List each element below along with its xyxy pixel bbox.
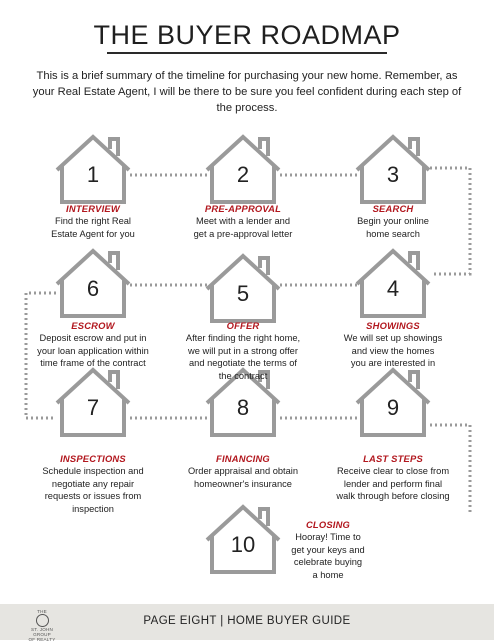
step-number: 8 [236,395,250,420]
logo-small-text: THE [37,609,47,614]
step-caption [168,203,318,240]
step-description-line: your loan application within [37,345,149,356]
step-description-line: you are interested in [350,358,436,368]
step-title: PRE-APPROVAL [204,203,282,214]
step-number: 9 [386,395,400,420]
step-title: SEARCH [372,203,414,214]
page-title: THE BUYER ROADMAP [93,20,401,50]
step-description-line: and negotiate the terms of [188,358,298,368]
step-number: 1 [86,162,100,187]
step-description-line: Begin your online [357,216,429,226]
step-number: 6 [86,276,100,301]
step-description-line: We will set up showings [343,333,443,343]
logo-sub-text: OF REALTY [28,637,56,642]
step-description-line: negotiate any repair [51,478,135,489]
step-description-line: Find the right Real [55,216,131,226]
step-caption [318,320,468,370]
step-caption [168,320,318,382]
step-description-line: get your keys and [291,544,365,555]
step-caption [168,453,318,490]
step-description-line: get a pre-approval letter [193,228,293,239]
intro-paragraph: This is a brief summary of the timeline for purchasing your new home. Remember, as your Real Estate Agent, I will be there to be sure you feel confident during each step of the process. [32,70,462,114]
step-description-line: we will put in a strong offer [188,345,298,356]
step-description-line: requests or issues from [44,491,142,501]
step-title: SHOWINGS [366,320,420,331]
step-caption [318,453,468,503]
step-caption [268,519,388,581]
step-description-line: Schedule inspection and [42,466,144,476]
step-description-line: homeowner's insurance [194,478,292,489]
step-title: INTERVIEW [66,203,120,214]
step-description-line: Deposit escrow and put in [39,333,147,343]
step-description-line: home search [366,228,420,239]
step-description-line: and view the homes [351,345,435,356]
step-description-line: Receive clear to close from [336,466,450,476]
step-description-line: After finding the right home, [185,333,301,343]
step-title: CLOSING [305,519,351,530]
step-description-line: celebrate buying [293,557,363,567]
logo-name-text: ST. JOHN GROUP [30,627,54,637]
step-caption [18,320,168,370]
step-title: ESCROW [71,320,115,331]
step-number: 7 [86,395,100,420]
step-caption [18,453,168,515]
step-number: 5 [236,281,250,306]
step-description-line: walk through before closing [336,491,450,501]
step-caption [18,203,168,240]
step-description-line: Meet with a lender and [195,216,291,226]
step-description-line: Hooray! Time to [295,532,361,542]
step-description-line: inspection [72,503,114,514]
step-number: 3 [386,162,400,187]
step-caption [318,203,468,240]
step-number: 2 [236,162,250,187]
step-title: OFFER [226,320,260,331]
step-title: FINANCING [216,453,270,464]
step-description-line: Order appraisal and obtain [187,466,299,476]
step-description-line: a home [312,569,344,580]
step-number: 4 [386,276,400,301]
footer-bar [0,604,494,640]
step-description-line: Estate Agent for you [51,228,135,239]
step-title: INSPECTIONS [60,453,126,464]
step-description-line: lender and perform final [343,478,443,489]
step-number: 10 [230,532,256,557]
footer-text: PAGE EIGHT | HOME BUYER GUIDE [143,615,351,627]
step-title: LAST STEPS [363,453,423,464]
step-description-line: time frame of the contract [40,358,146,368]
step-description-line: the contract [218,370,268,381]
